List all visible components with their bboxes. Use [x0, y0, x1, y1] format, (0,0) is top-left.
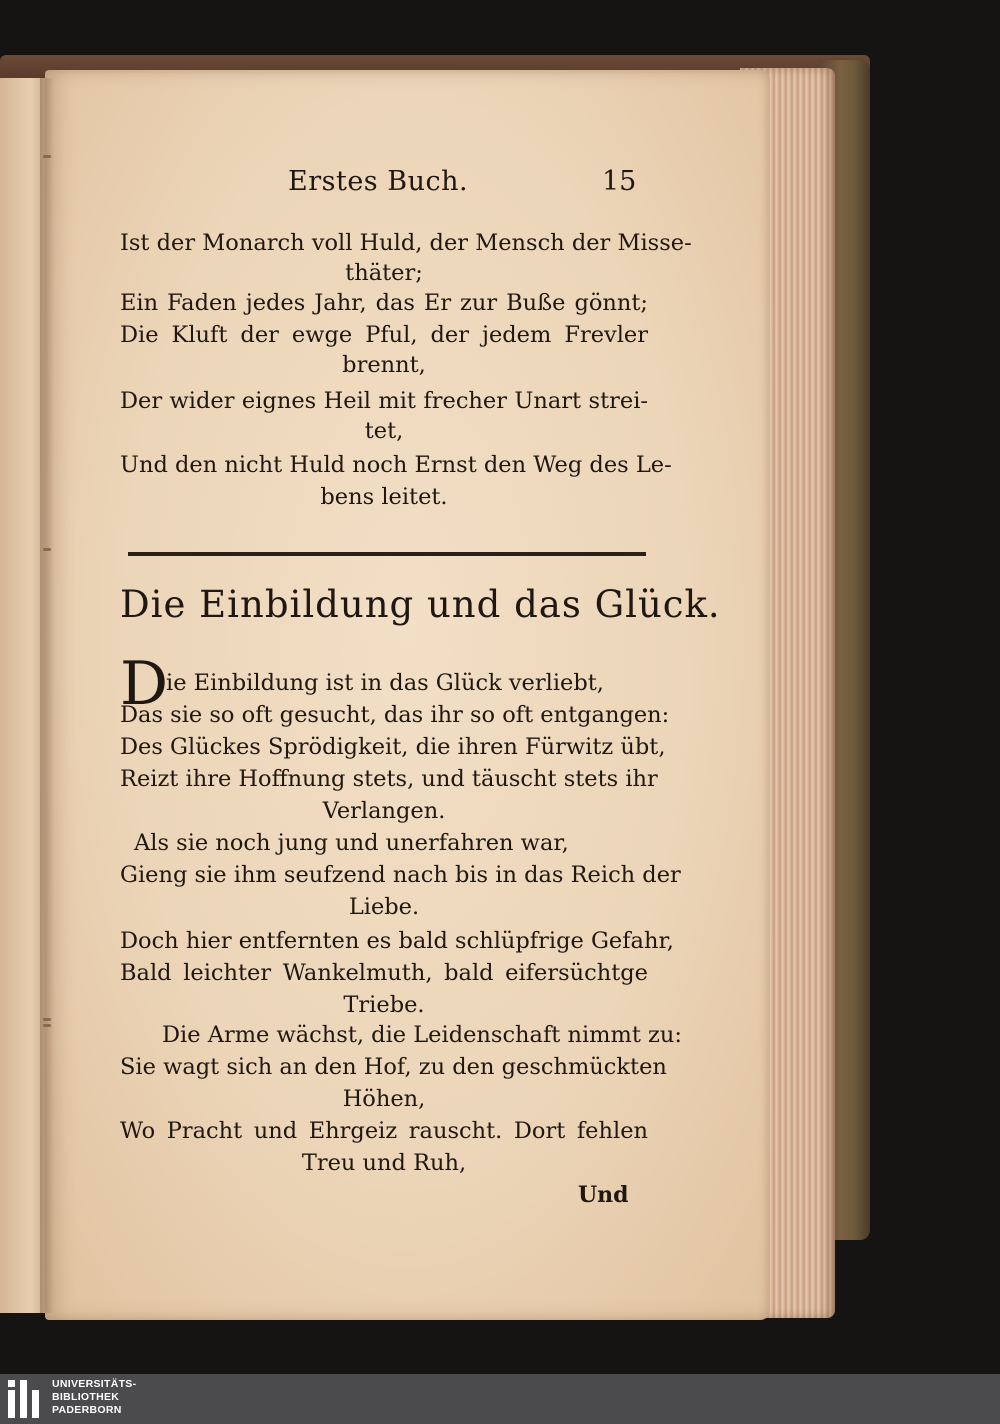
- running-title: Erstes Buch.: [288, 166, 469, 197]
- library-name-line: UNIVERSITÄTS-: [52, 1378, 137, 1390]
- page-number: 15: [602, 166, 637, 197]
- verse-line: Des Glückes Sprödigkeit, die ihren Fürwitz übt,: [120, 734, 666, 760]
- binding-stitch: [43, 1024, 51, 1027]
- verse-line: Höhen,: [342, 1086, 426, 1112]
- verse-line: Die Kluft der ewge Pful, der jedem Frevler: [120, 322, 648, 348]
- catchword: Und: [578, 1182, 629, 1208]
- library-footer: [0, 1374, 1000, 1424]
- verse-line: Reizt ihre Hoffnung stets, und täuscht stets ihr: [120, 766, 658, 792]
- library-name: [52, 1378, 136, 1417]
- binding-stitch: [43, 548, 51, 551]
- verse-line: brennt,: [342, 352, 426, 378]
- verse-line: Ist der Monarch voll Huld, der Mensch der Misse-: [120, 230, 692, 256]
- running-head: [120, 160, 648, 200]
- page-gutter: [40, 78, 54, 1313]
- verse-line: Triebe.: [343, 992, 425, 1018]
- verse-line: Das sie so oft gesucht, das ihr so oft entgangen:: [120, 702, 670, 728]
- binding-stitch: [43, 1018, 51, 1021]
- verse-line: bens leitet.: [320, 484, 448, 510]
- verse-line: Die Arme wächst, die Leidenschaft nimmt zu:: [162, 1022, 682, 1048]
- poem-title: Die Einbildung und das Glück.: [120, 583, 721, 626]
- verse-line: Ein Faden jedes Jahr, das Er zur Buße gönnt;: [120, 290, 648, 316]
- verse-line: Verlangen.: [322, 798, 446, 824]
- verse-line: Bald leichter Wankelmuth, bald eifersüchtge: [120, 960, 648, 986]
- verse-line: Als sie noch jung und unerfahren war,: [134, 830, 569, 856]
- verse-line: tet,: [364, 418, 404, 444]
- verse-line: Liebe.: [348, 894, 420, 920]
- drop-capital: D: [120, 649, 169, 719]
- verse-line: thäter;: [345, 260, 423, 286]
- library-name-line: PADERBORN: [52, 1404, 122, 1416]
- verse-line: Sie wagt sich an den Hof, zu den geschmückten: [120, 1054, 667, 1080]
- verse-line: ie Einbildung ist in das Glück verliebt,: [166, 670, 604, 696]
- verse-line: Gieng sie ihm seufzend nach bis in das Reich der: [120, 862, 681, 888]
- binding-stitch: [43, 155, 51, 158]
- library-name-line: BIBLIOTHEK: [52, 1391, 120, 1403]
- verse-line: Treu und Ruh,: [301, 1150, 467, 1176]
- verse-line: Und den nicht Huld noch Ernst den Weg des Le-: [120, 452, 672, 478]
- verse-line: Doch hier entfernten es bald schlüpfrige Gefahr,: [120, 928, 674, 954]
- section-rule: [128, 552, 646, 556]
- library-logo-icon: [6, 1378, 46, 1420]
- verse-line: Wo Pracht und Ehrgeiz rauscht. Dort fehlen: [120, 1118, 648, 1144]
- verse-line: Der wider eignes Heil mit frecher Unart strei-: [120, 388, 648, 414]
